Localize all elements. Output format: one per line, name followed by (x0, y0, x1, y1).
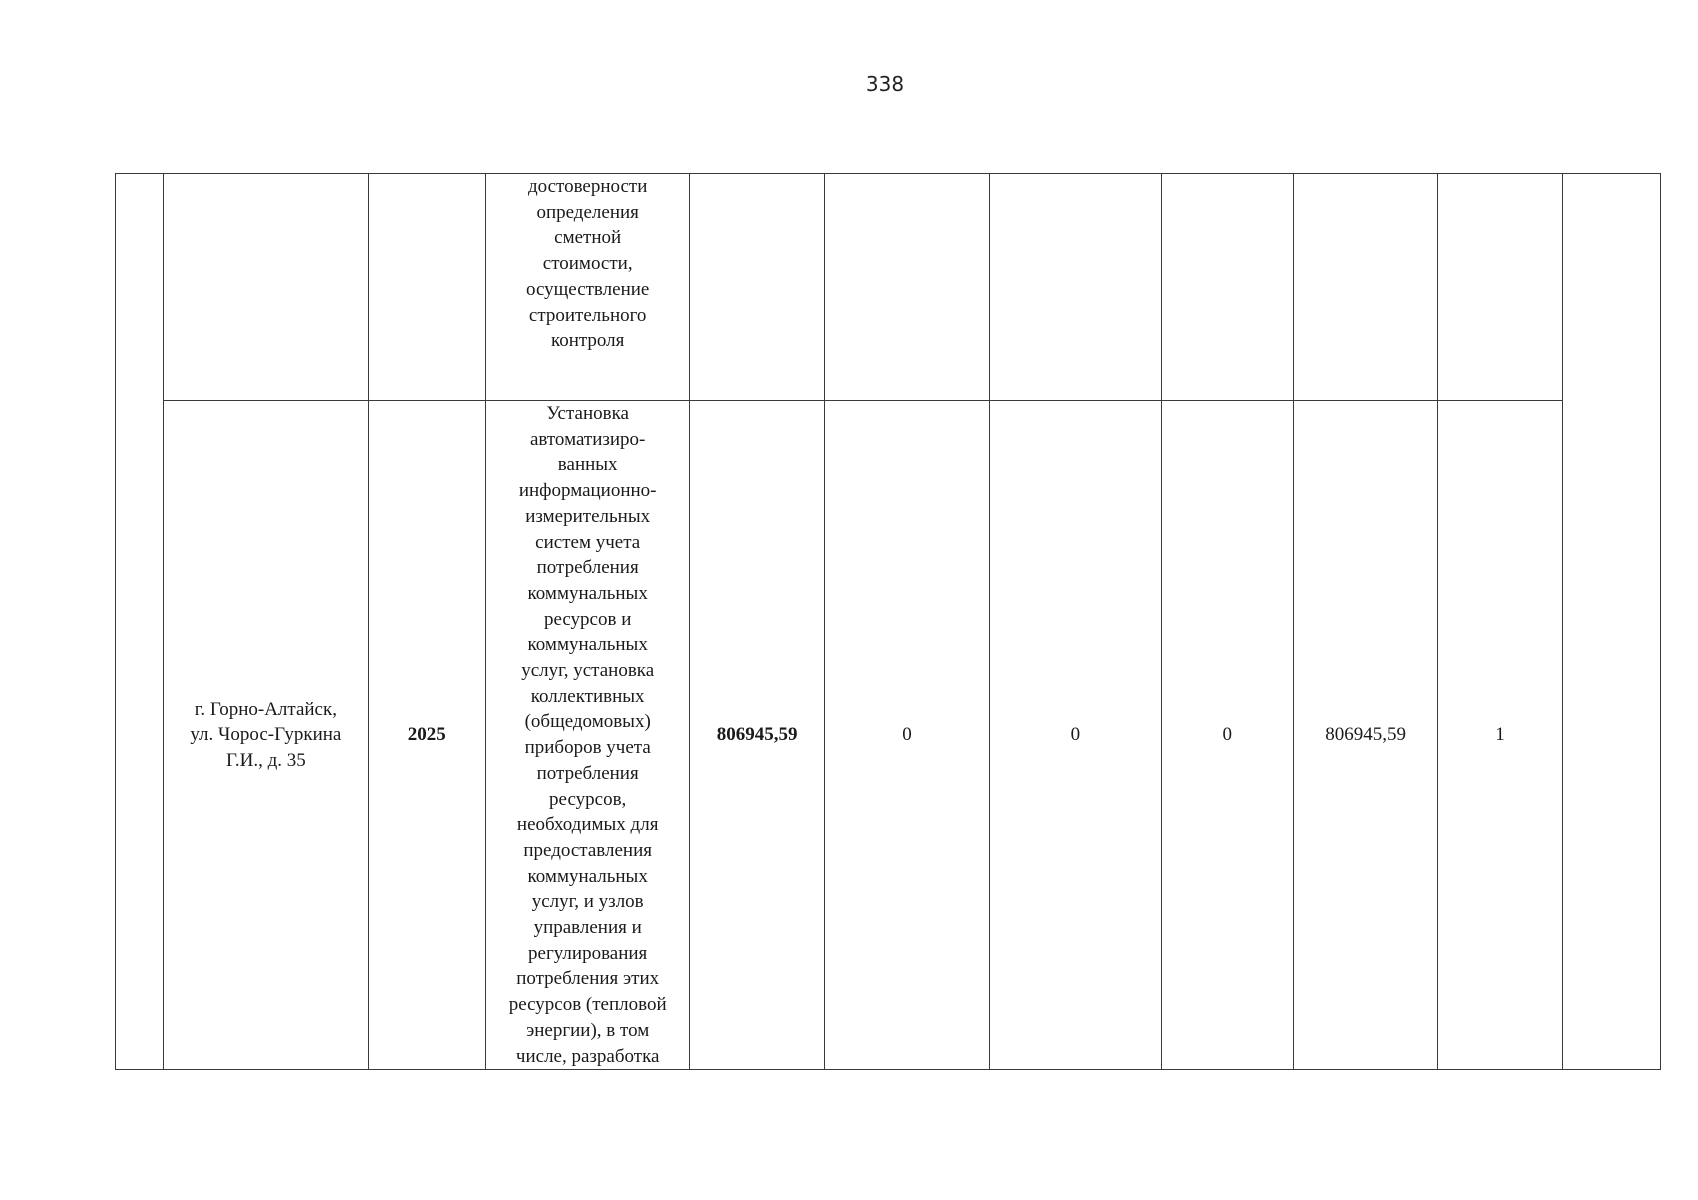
value-cell-1: 0 (824, 401, 989, 1070)
value-cell-5 (1438, 174, 1562, 401)
address-cell (164, 174, 369, 401)
value-cell-2 (990, 174, 1161, 401)
value-cell-5: 1 (1438, 401, 1562, 1070)
total-cost-cell: 806945,59 (690, 401, 824, 1070)
row-number-cell (116, 174, 164, 1070)
table-row-main (116, 401, 1661, 1070)
value-cell-4: 806945,59 (1293, 401, 1437, 1070)
value-cell-4 (1293, 174, 1437, 401)
value-cell-3 (1161, 174, 1293, 401)
value-cell-3: 0 (1161, 401, 1293, 1070)
work-description-cell: Установка автоматизиро- ванных информационно- измерительных систем учета потребления коммунальных ресурсов и коммунальных услуг, установка коллективных (общедомовых) приборов учета потребления ресурсов, необходимых для предоставления коммунальных услуг, и узлов управления и регулирования потребления этих ресурсов (тепловой энергии), в том числе, разработка (485, 401, 690, 1070)
value-cell-2: 0 (990, 401, 1161, 1070)
work-description-cell: достоверности определения сметной стоимости, осуществление строительного контроля (485, 174, 690, 401)
table-row-continued (116, 174, 1661, 401)
last-column-cell (1562, 174, 1660, 1070)
year-cell (368, 174, 485, 401)
year-cell: 2025 (368, 401, 485, 1070)
data-table (115, 173, 1661, 1070)
address-cell: г. Горно-Алтайск, ул. Чорос-Гуркина Г.И., д. 35 (164, 401, 369, 1070)
total-cost-cell (690, 174, 824, 401)
value-cell-1 (824, 174, 989, 401)
page-number: 338 (865, 72, 905, 96)
